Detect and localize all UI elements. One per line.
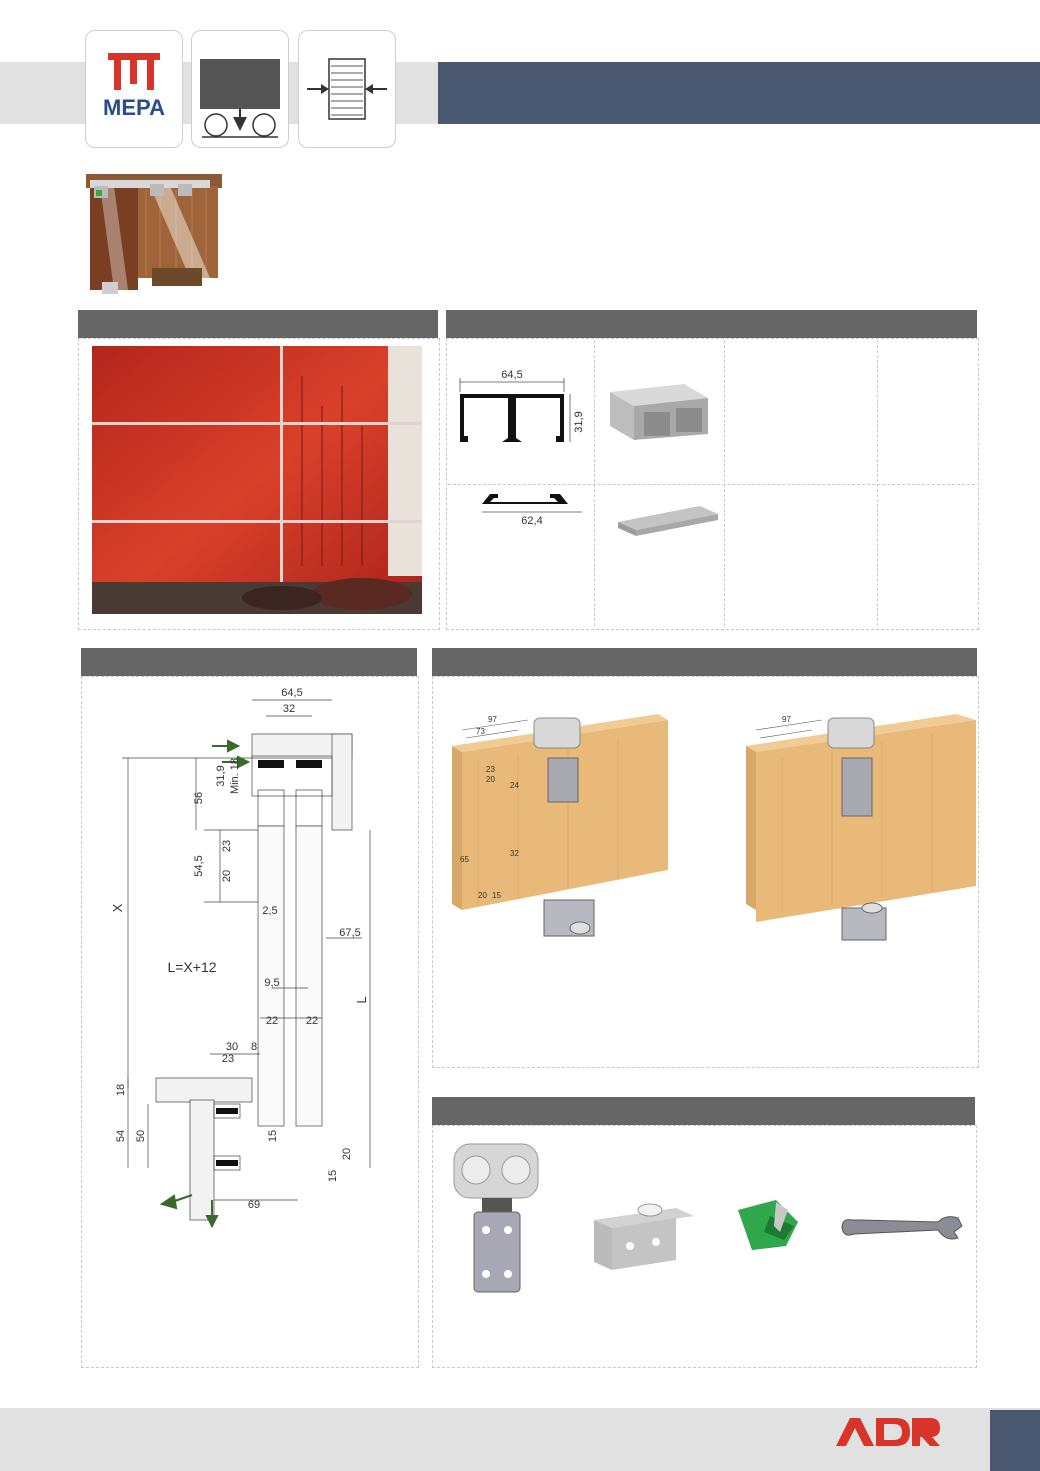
install-23: 23 (486, 765, 495, 774)
dim-69: 69 (247, 1199, 261, 1211)
bottom-profile-section (468, 490, 592, 530)
top-profile-section (452, 366, 592, 456)
component-bottom-guide (590, 1196, 700, 1276)
dim-18: 18 (115, 1083, 127, 1097)
dim-25: 2,5 (262, 905, 278, 917)
adr-logo (834, 1414, 944, 1450)
section-bar-application (78, 310, 438, 338)
dim-inner: 32 (282, 703, 296, 715)
dim-22b: 22 (305, 1015, 319, 1027)
formula-label: L=X+12 (167, 959, 217, 975)
install-15: 15 (492, 891, 501, 900)
dim-20b: 20 (341, 1147, 353, 1161)
component-wrench (838, 1204, 964, 1250)
dim-22a: 22 (265, 1015, 279, 1027)
install-24: 24 (510, 781, 519, 790)
dim-23b: 23 (221, 1053, 235, 1065)
wardrobe-photo (92, 346, 422, 614)
dim-54: 54 (115, 1129, 127, 1143)
dim-95: 9,5 (264, 977, 280, 989)
dim-15: 15 (267, 1129, 279, 1143)
section-bar-technical-drawing (81, 648, 417, 676)
top-profile-height: 31,9 (573, 411, 585, 433)
brand-logo-box (85, 30, 183, 148)
product-door-photo (80, 160, 230, 300)
dim-h1: 31,9 (215, 765, 227, 787)
install-97: 97 (488, 715, 497, 724)
bottom-rolling-icon (192, 31, 288, 147)
install-32: 32 (510, 849, 519, 858)
bottom-profile-3d (614, 498, 724, 544)
footer-block (990, 1410, 1040, 1471)
top-profile-3d (604, 378, 714, 448)
bottom-profile-width: 62,4 (521, 515, 543, 527)
install-73: 73 (476, 727, 485, 736)
adr-logo-mark (834, 1414, 944, 1450)
header-title-band (438, 62, 1040, 124)
technical-drawing (100, 680, 400, 1230)
dim-l: L (354, 996, 369, 1004)
bottom-rolling-icon-box (191, 30, 289, 148)
mepa-logo (86, 31, 182, 147)
install-b97: 97 (782, 715, 791, 724)
install-65: 65 (460, 855, 469, 864)
section-bar-installation (432, 648, 977, 676)
component-green-stopper (734, 1196, 804, 1256)
dim-56: 56 (193, 791, 205, 805)
dim-x: X (110, 903, 125, 913)
dim-50: 50 (135, 1129, 147, 1143)
dim-20: 20 (221, 869, 233, 883)
component-roller-carriage (446, 1140, 546, 1300)
dim-15b: 15 (327, 1169, 339, 1183)
install-20b: 20 (478, 891, 487, 900)
dim-30: 30 (225, 1041, 239, 1053)
door-thickness-icon (299, 31, 395, 147)
dim-top-width: 64,5 (281, 687, 303, 699)
dim-545: 54,5 (193, 855, 205, 877)
door-thickness-icon-box (298, 30, 396, 148)
dim-23: 23 (221, 839, 233, 853)
section-bar-profiles (446, 310, 977, 338)
installation-right (742, 700, 978, 950)
top-profile-width: 64,5 (501, 369, 523, 381)
install-20: 20 (486, 775, 495, 784)
dim-675: 67,5 (339, 927, 361, 939)
dim-min: Min. 18 (229, 757, 241, 795)
mepa-logo-text: MEPA (103, 95, 165, 120)
section-bar-components (432, 1097, 975, 1125)
dim-8: 8 (250, 1041, 258, 1053)
installation-left (448, 700, 678, 950)
